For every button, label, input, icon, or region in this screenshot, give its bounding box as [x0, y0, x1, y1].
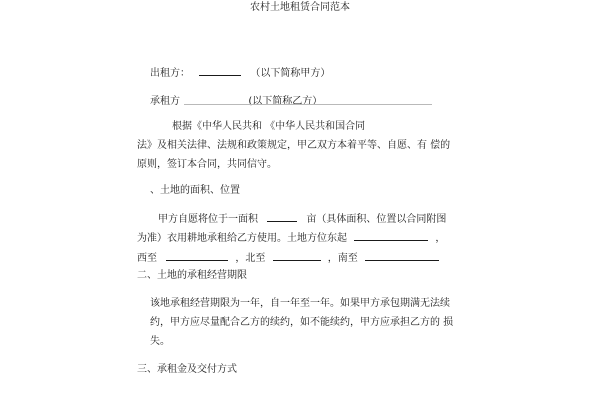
section-1-line-1 — [158, 211, 446, 227]
west-boundary-blank[interactable] — [166, 250, 228, 261]
section-1-line-3 — [137, 250, 439, 266]
lessor-label: 出租方： — [150, 68, 190, 79]
east-boundary-blank[interactable] — [354, 230, 428, 241]
north-boundary-blank[interactable] — [273, 250, 321, 261]
north-label: ，北至 — [235, 253, 266, 264]
section-1-heading: 、土地的面积、位置 — [150, 185, 240, 196]
section-1-line-2 — [137, 230, 445, 246]
lessee-note: (以下简称乙方） — [248, 96, 323, 107]
section-1-line-2-start: 为准）衣用耕地承租给乙方使用。土地方位东起 — [137, 233, 347, 244]
section-2-heading: 二、土地的承租经营期限 — [137, 270, 247, 281]
section-3-heading: 三、承租金及交付方式 — [137, 364, 237, 375]
preamble-line-1: 根据《中华人民共和 《中华人民共和国合同 — [172, 121, 366, 132]
south-label: ，南至 — [327, 253, 358, 264]
preamble-line-2: 法》及相关法律、法规和政策规定，甲乙双方本着平等、自愿、有 偿的 — [137, 140, 451, 151]
section-1-line-1-end: 亩（具体面积、位置以合同附图 — [306, 214, 447, 225]
section-2-line-1: 该地承租经营期限为一年，自一年至一年。如果甲方承包期满无法续 — [150, 298, 450, 309]
south-boundary-blank[interactable] — [365, 250, 439, 261]
section-2-line-2: 约，甲方应尽量配合乙方的续约，如不能续约，甲方应承担乙方的 损 — [150, 317, 454, 328]
west-label: 西至 — [137, 253, 157, 264]
lessor-line — [150, 65, 330, 81]
section-1-line-2-end: ， — [435, 233, 446, 244]
document-title: 农村土地租赁合同范本 — [250, 2, 350, 13]
preamble-line-3: 原则，签订本合同，共同信守。 — [137, 159, 277, 170]
area-blank[interactable] — [267, 211, 297, 222]
section-1-line-1-start: 甲方自愿将位于一面积 — [158, 214, 258, 225]
lessee-underline — [184, 104, 432, 105]
lessor-note: （以下简称甲方） — [250, 68, 331, 79]
lessee-label: 承租方 — [150, 96, 180, 107]
lessee-line — [150, 95, 322, 109]
lessor-name-blank[interactable] — [199, 65, 241, 76]
section-2-line-3: 失。 — [150, 336, 170, 347]
